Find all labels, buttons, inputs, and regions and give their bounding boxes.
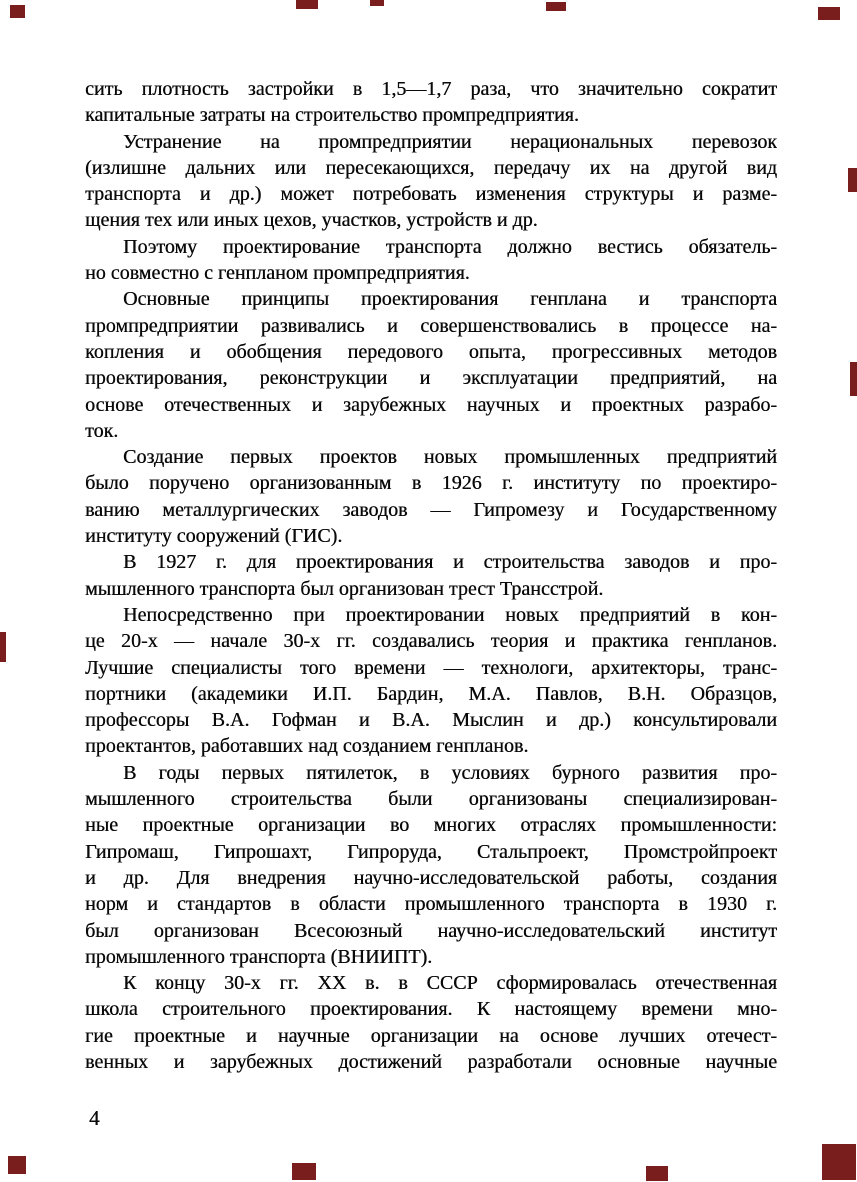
text-line: норм и стандартов в области промышленного транспорта в 1930 г. <box>85 893 777 916</box>
text-line: Создание первых проектов новых промышленных предприятий <box>123 446 777 469</box>
text-line: промпредприятии развивались и совершенствовались в процессе на- <box>85 314 777 337</box>
text-line: (излишне дальних или пересекающихся, передачу их на другой вид <box>85 156 777 179</box>
text-line: и др. Для внедрения научно-исследовательской работы, создания <box>85 866 777 889</box>
text-line: сить плотность застройки в 1,5—1,7 раза, что значительно сократит <box>85 78 777 100</box>
text-line: це 20-х — начале 30-х гг. создавались теория и практика генпланов. <box>85 630 777 653</box>
text-line: было поручено организованным в 1926 г. институту по проектиро- <box>85 472 777 495</box>
scan-mark <box>822 1144 856 1180</box>
text-line: проектирования, реконструкции и эксплуатации предприятий, на <box>85 367 777 390</box>
scan-mark <box>296 0 318 9</box>
text-line: щения тех или иных цехов, участков, устройств и др. <box>85 209 538 232</box>
paragraph <box>85 760 777 970</box>
scan-mark <box>10 5 25 18</box>
text-line: профессоры В.А. Гофман и В.А. Мыслин и др.) консультировали <box>85 709 777 732</box>
text-line: Основные принципы проектирования генплана и транспорта <box>123 288 777 311</box>
text-line: венных и зарубежных достижений разработали основные научные <box>85 1050 777 1073</box>
text-line: В 1927 г. для проектирования и строительства заводов и про- <box>123 551 777 574</box>
text-line: ток. <box>85 419 119 442</box>
paragraph <box>85 549 777 602</box>
text-line: В годы первых пятилеток, в условиях бурного развития про- <box>123 761 777 784</box>
scan-mark <box>292 1163 316 1180</box>
text-line: Устранение на промпредприятии нерациональных перевозок <box>123 130 777 153</box>
text-line: промышленного транспорта (ВНИИПТ). <box>85 945 433 968</box>
paragraph <box>85 129 777 234</box>
text-line: портники (академики И.П. Бардин, М.А. Павлов, В.Н. Образцов, <box>85 682 777 705</box>
text-block <box>85 76 777 1075</box>
page-number: 4 <box>89 1106 100 1130</box>
paragraph <box>85 286 777 444</box>
paragraph <box>85 970 777 1075</box>
scan-mark <box>8 1156 26 1174</box>
text-line: ванию металлургических заводов — Гипромезу и Государственному <box>85 498 777 521</box>
text-line: ные проектные организации во многих отраслях промышленности: <box>85 814 777 837</box>
scan-mark <box>546 2 566 11</box>
scan-mark <box>818 7 840 20</box>
text-line: Поэтому проектирование транспорта должно вестись обязатель- <box>123 235 777 258</box>
text-line: но совместно с генпланом промпредприятия. <box>85 262 470 285</box>
text-line: мышленного транспорта был организован трест Трансстрой. <box>85 577 604 600</box>
text-line: институту сооружений (ГИС). <box>85 525 343 548</box>
text-line: проектантов, работавших над созданием генпланов. <box>85 735 529 758</box>
paragraph <box>85 602 777 760</box>
text-line: был организован Всесоюзный научно-исследовательский институт <box>85 919 777 942</box>
text-line: Гипромаш, Гипрошахт, Гипроруда, Стальпроект, Промстройпроект <box>85 840 777 863</box>
scan-mark <box>646 1166 668 1181</box>
scan-mark <box>370 0 384 6</box>
text-line: капитальные затраты на строительство промпредприятия. <box>85 104 579 127</box>
text-line: Непосредственно при проектировании новых предприятий в кон- <box>123 603 777 626</box>
text-line: копления и обобщения передового опыта, прогрессивных методов <box>85 340 777 363</box>
text-line: Лучшие специалисты того времени — технологи, архитекторы, транс- <box>85 656 777 679</box>
scan-mark <box>0 632 6 662</box>
scan-mark <box>850 362 857 396</box>
text-line: школа строительного проектирования. К настоящему времени мно- <box>85 998 777 1021</box>
paragraph <box>85 76 777 129</box>
text-line: мышленного строительства были организованы специализирован- <box>85 788 777 811</box>
paragraph <box>85 444 777 549</box>
paragraph <box>85 234 777 287</box>
text-line: транспорта и др.) может потребовать изменения структуры и разме- <box>85 183 777 206</box>
text-line: К концу 30-х гг. XX в. в СССР сформировалась отечественная <box>123 972 777 995</box>
scan-mark <box>848 168 857 192</box>
text-line: основе отечественных и зарубежных научных и проектных разрабо- <box>85 393 777 416</box>
text-line: гие проектные и научные организации на основе лучших отечест- <box>85 1024 777 1047</box>
